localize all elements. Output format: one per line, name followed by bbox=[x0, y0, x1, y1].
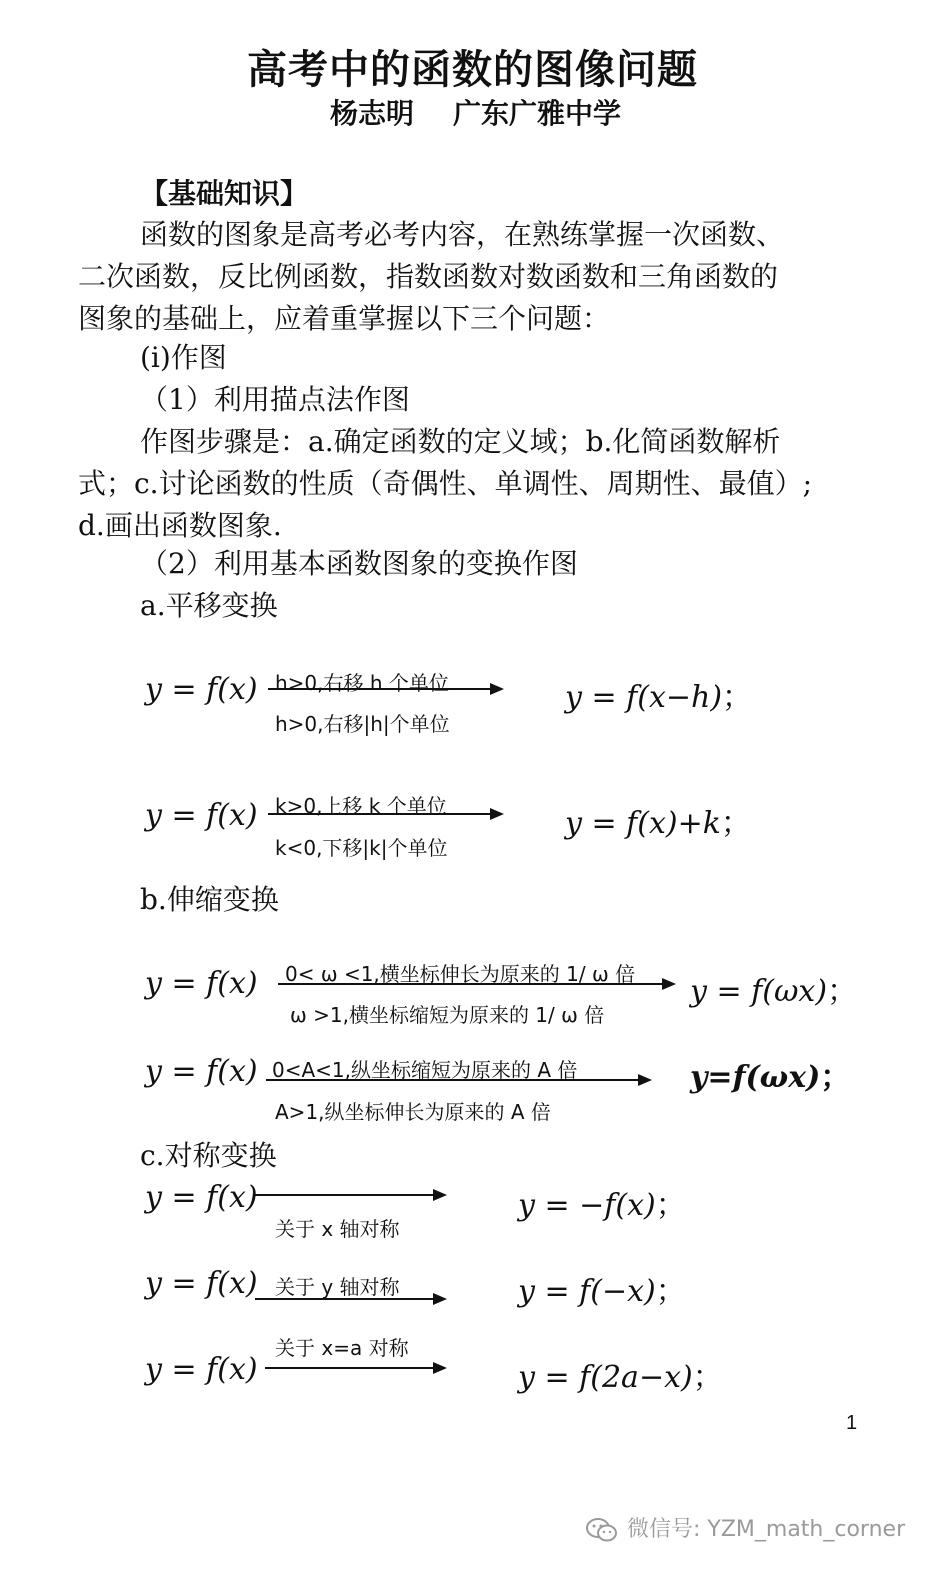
label-sym-a: 关于 x=a 对称 bbox=[275, 1336, 409, 1360]
item-drawing: (i)作图 bbox=[140, 341, 227, 374]
arrow-sym-y bbox=[255, 1292, 451, 1306]
watermark-text: 微信号: YZM_math_corner bbox=[627, 1517, 906, 1542]
label-sym-x: 关于 x 轴对称 bbox=[275, 1217, 400, 1241]
label-stretch-y-above: 0<A<1,纵坐标缩短为原来的 A 倍 bbox=[272, 1058, 578, 1082]
formula-result-h: y = f(x−h)； bbox=[565, 680, 753, 715]
steps-line-3: d.画出函数图象. bbox=[78, 509, 282, 542]
heading-symmetry: c.对称变换 bbox=[140, 1139, 277, 1172]
formula-source-omega: y = f(x) bbox=[145, 966, 258, 1001]
formula-source-h: y = f(x) bbox=[145, 672, 258, 707]
formula-source-sym-x: y = f(x) bbox=[145, 1180, 258, 1215]
steps-line-1: 作图步骤是：a.确定函数的定义域；b.化简函数解析 bbox=[140, 425, 781, 458]
arrow-sym-x bbox=[255, 1188, 451, 1202]
wechat-icon bbox=[585, 1517, 619, 1543]
formula-source-sym-a: y = f(x) bbox=[145, 1352, 258, 1387]
page-number: 1 bbox=[846, 1412, 858, 1434]
label-stretch-x-above: 0< ω <1,横坐标伸长为原来的 1/ ω 倍 bbox=[285, 962, 636, 986]
label-stretch-x-below: ω >1,横坐标缩短为原来的 1/ ω 倍 bbox=[290, 1003, 605, 1027]
arrow-stretch-y bbox=[266, 1073, 656, 1087]
label-shift-h-below: h>0,右移|h|个单位 bbox=[275, 712, 450, 736]
subsection-point-plotting: （1）利用描点法作图 bbox=[140, 383, 410, 416]
arrow-shift-h bbox=[268, 682, 508, 696]
watermark-footer bbox=[585, 1512, 905, 1543]
intro-line-1: 函数的图象是高考必考内容，在熟练掌握一次函数、 bbox=[140, 218, 785, 251]
author-line: 杨志明 广东广雅中学 bbox=[330, 97, 621, 130]
formula-result-sym-y: y = f(−x)； bbox=[518, 1274, 686, 1309]
formula-result-omega: y = f(ωx)； bbox=[690, 974, 858, 1009]
formula-result-k: y = f(x)+k； bbox=[565, 806, 751, 841]
label-stretch-y-below: A>1,纵坐标伸长为原来的 A 倍 bbox=[275, 1100, 551, 1124]
arrow-stretch-x bbox=[278, 977, 680, 991]
formula-source-k: y = f(x) bbox=[145, 798, 258, 833]
heading-translation: a.平移变换 bbox=[140, 589, 278, 622]
label-shift-h-above: h>0,右移 h 个单位 bbox=[275, 671, 449, 695]
formula-result-sym-x: y = −f(x)； bbox=[518, 1188, 686, 1223]
steps-line-2: 式；c.讨论函数的性质（奇偶性、单调性、周期性、最值）; bbox=[78, 467, 813, 500]
intro-line-2: 二次函数，反比例函数，指数函数对数函数和三角函数的 bbox=[78, 260, 779, 293]
section-heading-basics: 【基础知识】 bbox=[140, 177, 309, 210]
arrow-shift-k bbox=[268, 807, 508, 821]
label-shift-k-above: k>0,上移 k 个单位 bbox=[275, 794, 447, 818]
formula-source-sym-y: y = f(x) bbox=[145, 1266, 258, 1301]
formula-result-sym-a: y = f(2a−x)； bbox=[518, 1360, 723, 1395]
arrow-sym-a bbox=[265, 1361, 451, 1375]
heading-scaling: b.伸缩变换 bbox=[140, 883, 279, 916]
page-title: 高考中的函数的图像问题 bbox=[247, 47, 698, 93]
intro-line-3: 图象的基础上，应着重掌握以下三个问题： bbox=[78, 302, 611, 335]
formula-result-a: y=f(ωx)； bbox=[690, 1060, 851, 1095]
label-sym-y: 关于 y 轴对称 bbox=[275, 1275, 400, 1299]
subsection-transform: （2）利用基本函数图象的变换作图 bbox=[140, 547, 578, 580]
label-shift-k-below: k<0,下移|k|个单位 bbox=[275, 836, 448, 860]
formula-source-a: y = f(x) bbox=[145, 1054, 258, 1089]
